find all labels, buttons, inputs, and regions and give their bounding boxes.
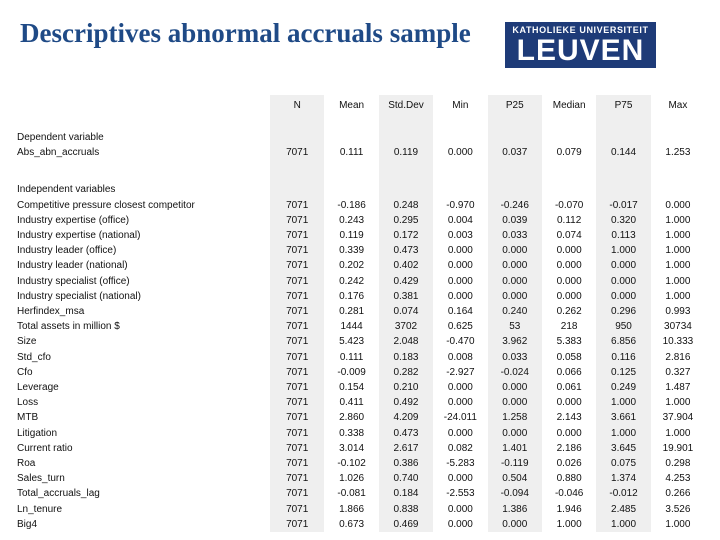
- stat-cell: 0.111: [339, 147, 364, 159]
- stat-cell: 7071: [270, 350, 324, 365]
- variable-label: Std_cfo: [15, 350, 270, 365]
- section-heading: Independent variables: [15, 182, 270, 197]
- header-mean: Mean: [339, 99, 365, 111]
- stat-cell: 0.119: [379, 145, 433, 160]
- section-heading: Dependent variable: [15, 130, 270, 145]
- stat-cell: 0.000: [447, 397, 473, 409]
- logo-top-text: KATHOLIEKE UNIVERSITEIT: [512, 25, 649, 35]
- stat-cell: 0.000: [447, 290, 473, 302]
- variable-label: Cfo: [15, 365, 270, 380]
- variable-label: Leverage: [15, 380, 270, 395]
- stat-cell: 0.000: [488, 243, 542, 258]
- stat-cell: 1.000: [596, 395, 650, 410]
- stat-cell: 7071: [270, 486, 324, 501]
- table-row: [15, 380, 705, 395]
- stat-cell: 7071: [270, 456, 324, 471]
- stat-cell: 1.000: [596, 243, 650, 258]
- stat-cell: 0.266: [665, 488, 691, 500]
- stat-cell: -0.009: [337, 366, 366, 378]
- university-logo: [505, 22, 656, 68]
- stat-cell: 5.423: [339, 336, 365, 348]
- stat-cell: 3.526: [665, 503, 691, 515]
- stat-cell: 0.000: [556, 260, 582, 272]
- stat-cell: 0.074: [379, 304, 433, 319]
- stat-cell: 3.661: [596, 410, 650, 425]
- stat-cell: 0.000: [556, 427, 582, 439]
- table-header-row: [15, 95, 705, 116]
- slide-title: Descriptives abnormal accruals sample: [20, 18, 471, 48]
- stat-cell: 0.625: [447, 321, 473, 333]
- stat-cell: 2.143: [556, 412, 582, 424]
- stat-cell: 7071: [270, 145, 324, 160]
- stat-cell: 7071: [270, 410, 324, 425]
- stat-cell: 7071: [270, 258, 324, 273]
- stat-cell: 0.000: [488, 380, 542, 395]
- stat-cell: 0.282: [379, 365, 433, 380]
- stat-cell: 0.000: [447, 147, 473, 159]
- stat-cell: 0.429: [379, 274, 433, 289]
- stat-cell: 0.993: [665, 306, 691, 318]
- stat-cell: 53: [488, 319, 542, 334]
- stat-cell: 0.111: [339, 351, 364, 363]
- stat-cell: -0.017: [596, 198, 650, 213]
- stat-cell: 0.248: [379, 198, 433, 213]
- variable-label: Abs_abn_accruals: [15, 145, 270, 160]
- stat-cell: 0.184: [379, 486, 433, 501]
- stat-cell: 7071: [270, 213, 324, 228]
- table-row: [15, 471, 705, 486]
- stat-cell: 7071: [270, 471, 324, 486]
- variable-label: Industry specialist (office): [15, 274, 270, 289]
- stat-cell: 218: [560, 321, 578, 333]
- stat-cell: 1.000: [665, 518, 691, 530]
- stat-cell: 1.000: [665, 214, 691, 226]
- spacer-row: [15, 116, 705, 130]
- table-row: [15, 274, 705, 289]
- stat-cell: 1.946: [556, 503, 582, 515]
- stat-cell: 0.000: [488, 426, 542, 441]
- table-row: [15, 395, 705, 410]
- header-p75: P75: [596, 95, 650, 116]
- stat-cell: 0.000: [447, 382, 473, 394]
- stat-cell: -0.470: [446, 336, 475, 348]
- table-row: [15, 258, 705, 273]
- stat-cell: -0.024: [488, 365, 542, 380]
- stat-cell: 0.281: [339, 306, 365, 318]
- variable-label: Big4: [15, 517, 270, 532]
- stat-cell: 7071: [270, 289, 324, 304]
- variable-label: Roa: [15, 456, 270, 471]
- stat-cell: 7071: [270, 304, 324, 319]
- stat-cell: -0.102: [337, 458, 366, 470]
- stat-cell: 0.144: [596, 145, 650, 160]
- stat-cell: 7071: [270, 517, 324, 532]
- stat-cell: 3.962: [488, 334, 542, 349]
- stat-cell: 4.253: [665, 473, 691, 485]
- stat-cell: 0.000: [556, 275, 582, 287]
- stat-cell: 0.116: [596, 350, 650, 365]
- stat-cell: 1.000: [596, 517, 650, 532]
- stat-cell: 0.386: [379, 456, 433, 471]
- stat-cell: 0.000: [447, 503, 473, 515]
- stat-cell: 1.000: [665, 397, 691, 409]
- stat-cell: 0.164: [447, 306, 473, 318]
- table-row: [15, 243, 705, 258]
- stat-cell: 0.183: [379, 350, 433, 365]
- stat-cell: 0.880: [556, 473, 582, 485]
- variable-label: Industry leader (national): [15, 258, 270, 273]
- stat-cell: 0.000: [488, 258, 542, 273]
- stat-cell: 7071: [270, 395, 324, 410]
- stat-cell: 1.000: [665, 260, 691, 272]
- stat-cell: 0.112: [557, 214, 582, 226]
- stat-cell: 7071: [270, 243, 324, 258]
- stat-cell: -0.119: [488, 456, 542, 471]
- stat-cell: 37.904: [662, 412, 694, 424]
- header-std-dev: Std.Dev: [379, 95, 433, 116]
- dependent-heading-row: [15, 130, 705, 145]
- stat-cell: -0.046: [554, 488, 584, 500]
- stat-cell: 0.000: [596, 274, 650, 289]
- stat-cell: 2.048: [379, 334, 433, 349]
- stat-cell: 0.000: [447, 473, 473, 485]
- stat-cell: 0.176: [339, 290, 365, 302]
- spacer-row: [15, 160, 705, 182]
- table-row: [15, 304, 705, 319]
- stat-cell: 30734: [664, 321, 692, 333]
- stat-cell: 0.000: [447, 518, 473, 530]
- stat-cell: 0.154: [339, 382, 365, 394]
- stat-cell: 0.119: [339, 230, 364, 242]
- stat-cell: 7071: [270, 198, 324, 213]
- stat-cell: 0.003: [447, 230, 473, 242]
- variable-label: Industry expertise (office): [15, 213, 270, 228]
- stat-cell: 0.000: [488, 517, 542, 532]
- stat-cell: 0.000: [447, 275, 473, 287]
- stat-cell: 7071: [270, 502, 324, 517]
- stat-cell: 1.026: [339, 473, 365, 485]
- stat-cell: 0.473: [379, 243, 433, 258]
- stat-cell: 0.125: [596, 365, 650, 380]
- table-row: [15, 441, 705, 456]
- stat-cell: 1.386: [488, 502, 542, 517]
- stat-cell: 0.240: [488, 304, 542, 319]
- stat-cell: 3.645: [596, 441, 650, 456]
- header-max: Max: [668, 99, 688, 111]
- stat-cell: 7071: [270, 426, 324, 441]
- table-row: [15, 319, 705, 334]
- stat-cell: 0.000: [488, 289, 542, 304]
- stat-cell: 2.186: [556, 442, 582, 454]
- stat-cell: 1.866: [339, 503, 365, 515]
- variable-label: Current ratio: [15, 441, 270, 456]
- stat-cell: 2.485: [596, 502, 650, 517]
- stat-cell: -0.081: [337, 488, 366, 500]
- stat-cell: 1.487: [665, 382, 691, 394]
- stat-cell: 0.000: [596, 258, 650, 273]
- stat-cell: 0.210: [379, 380, 433, 395]
- stat-cell: 0.262: [556, 306, 582, 318]
- independent-heading-row: [15, 182, 705, 197]
- stat-cell: 2.816: [665, 351, 691, 363]
- table-row: [15, 289, 705, 304]
- variable-label: Industry expertise (national): [15, 228, 270, 243]
- stat-cell: 1.000: [596, 426, 650, 441]
- stat-cell: 0.000: [488, 395, 542, 410]
- variable-label: Herfindex_msa: [15, 304, 270, 319]
- stat-cell: 0.242: [339, 275, 365, 287]
- variable-label: Ln_tenure: [15, 502, 270, 517]
- stat-cell: 2.617: [379, 441, 433, 456]
- stat-cell: -5.283: [446, 458, 475, 470]
- header-n: N: [270, 95, 324, 116]
- stat-cell: 3.014: [339, 442, 365, 454]
- table-row: [15, 228, 705, 243]
- stat-cell: 0.338: [339, 427, 365, 439]
- stat-cell: 0.249: [596, 380, 650, 395]
- stat-cell: 0.339: [339, 245, 365, 257]
- variable-label: Industry leader (office): [15, 243, 270, 258]
- table-row: [15, 198, 705, 213]
- stat-cell: 0.473: [379, 426, 433, 441]
- stat-cell: 0.061: [556, 382, 582, 394]
- stat-cell: 7071: [270, 365, 324, 380]
- stat-cell: 0.026: [556, 458, 582, 470]
- header-p25: P25: [488, 95, 542, 116]
- stat-cell: 1.000: [665, 290, 691, 302]
- stat-cell: 5.383: [556, 336, 582, 348]
- stat-cell: 1.000: [665, 427, 691, 439]
- stat-cell: 0.295: [379, 213, 433, 228]
- stat-cell: 1.401: [488, 441, 542, 456]
- variable-label: Litigation: [15, 426, 270, 441]
- stat-cell: -0.070: [554, 199, 584, 211]
- variable-label: Total assets in million $: [15, 319, 270, 334]
- stat-cell: 0.327: [665, 366, 691, 378]
- stat-cell: 0.033: [488, 350, 542, 365]
- stat-cell: 0.202: [339, 260, 365, 272]
- stat-cell: 1.000: [665, 230, 691, 242]
- stat-cell: 7071: [270, 274, 324, 289]
- stat-cell: 1.000: [665, 275, 691, 287]
- stat-cell: 0.079: [556, 147, 582, 159]
- table-row: [15, 426, 705, 441]
- stat-cell: 0.504: [488, 471, 542, 486]
- table-row: [15, 365, 705, 380]
- stat-cell: 0.000: [665, 199, 691, 211]
- stat-cell: -24.011: [443, 412, 477, 424]
- stat-cell: 10.333: [662, 336, 694, 348]
- stat-cell: 4.209: [379, 410, 433, 425]
- table-row: [15, 350, 705, 365]
- stat-cell: 0.673: [339, 518, 365, 530]
- stat-cell: -0.094: [488, 486, 542, 501]
- stat-cell: 2.860: [339, 412, 365, 424]
- stat-cell: 0.000: [556, 397, 582, 409]
- stat-cell: 6.856: [596, 334, 650, 349]
- stat-cell: 1.258: [488, 410, 542, 425]
- table-row: [15, 213, 705, 228]
- stat-cell: -0.186: [337, 199, 366, 211]
- table-row: [15, 456, 705, 471]
- stat-cell: 0.039: [488, 213, 542, 228]
- stat-cell: 0.469: [379, 517, 433, 532]
- stat-cell: 0.381: [379, 289, 433, 304]
- stat-cell: 0.058: [556, 351, 582, 363]
- stat-cell: 7071: [270, 319, 324, 334]
- stat-cell: 0.411: [339, 397, 364, 409]
- stat-cell: 0.296: [596, 304, 650, 319]
- stat-cell: 1.000: [665, 245, 691, 257]
- variable-label: Size: [15, 334, 270, 349]
- table-row: [15, 145, 705, 160]
- stat-cell: 1444: [340, 321, 363, 333]
- table-row: [15, 334, 705, 349]
- stat-cell: -0.012: [596, 486, 650, 501]
- stat-cell: 0.298: [665, 458, 691, 470]
- stat-cell: -2.927: [446, 366, 475, 378]
- stat-cell: 0.838: [379, 502, 433, 517]
- stat-cell: 7071: [270, 334, 324, 349]
- stat-cell: 0.008: [447, 351, 473, 363]
- stat-cell: 0.000: [596, 289, 650, 304]
- stat-cell: 7071: [270, 228, 324, 243]
- stat-cell: -0.970: [446, 199, 475, 211]
- variable-label: Loss: [15, 395, 270, 410]
- stat-cell: 0.740: [379, 471, 433, 486]
- stat-cell: 0.320: [596, 213, 650, 228]
- variable-label: Total_accruals_lag: [15, 486, 270, 501]
- table-row: [15, 502, 705, 517]
- stat-cell: 0.172: [379, 228, 433, 243]
- stat-cell: 0.075: [596, 456, 650, 471]
- header-min: Min: [452, 99, 469, 111]
- header-blank: [15, 95, 270, 116]
- stat-cell: 0.033: [488, 228, 542, 243]
- stat-cell: 3702: [379, 319, 433, 334]
- variable-label: Sales_turn: [15, 471, 270, 486]
- stat-cell: 0.074: [556, 230, 582, 242]
- header-median: Median: [552, 99, 586, 111]
- stat-cell: 0.000: [556, 245, 582, 257]
- logo-main-text: LEUVEN: [516, 34, 645, 67]
- stat-cell: 0.004: [447, 214, 473, 226]
- stat-cell: 1.253: [665, 147, 691, 159]
- stat-cell: 0.082: [447, 442, 473, 454]
- stat-cell: -0.246: [488, 198, 542, 213]
- variable-label: Competitive pressure closest competitor: [15, 198, 270, 213]
- variable-label: Industry specialist (national): [15, 289, 270, 304]
- table-row: [15, 517, 705, 532]
- stat-cell: 19.901: [662, 442, 694, 454]
- descriptives-table: [15, 95, 705, 532]
- stat-cell: 0.000: [447, 260, 473, 272]
- stat-cell: 7071: [270, 380, 324, 395]
- stat-cell: 0.000: [556, 290, 582, 302]
- stat-cell: 950: [596, 319, 650, 334]
- stat-cell: 0.492: [379, 395, 433, 410]
- stat-cell: 7071: [270, 441, 324, 456]
- stat-cell: 0.000: [488, 274, 542, 289]
- stat-cell: 0.037: [488, 145, 542, 160]
- variable-label: MTB: [15, 410, 270, 425]
- table-row: [15, 486, 705, 501]
- stat-cell: 0.066: [556, 366, 582, 378]
- stat-cell: 0.243: [339, 214, 365, 226]
- stat-cell: 0.000: [447, 245, 473, 257]
- stat-cell: 1.000: [556, 518, 582, 530]
- stat-cell: 0.402: [379, 258, 433, 273]
- stat-cell: -2.553: [446, 488, 475, 500]
- table-row: [15, 410, 705, 425]
- stat-cell: 1.374: [596, 471, 650, 486]
- stat-cell: 0.000: [447, 427, 473, 439]
- stat-cell: 0.113: [596, 228, 650, 243]
